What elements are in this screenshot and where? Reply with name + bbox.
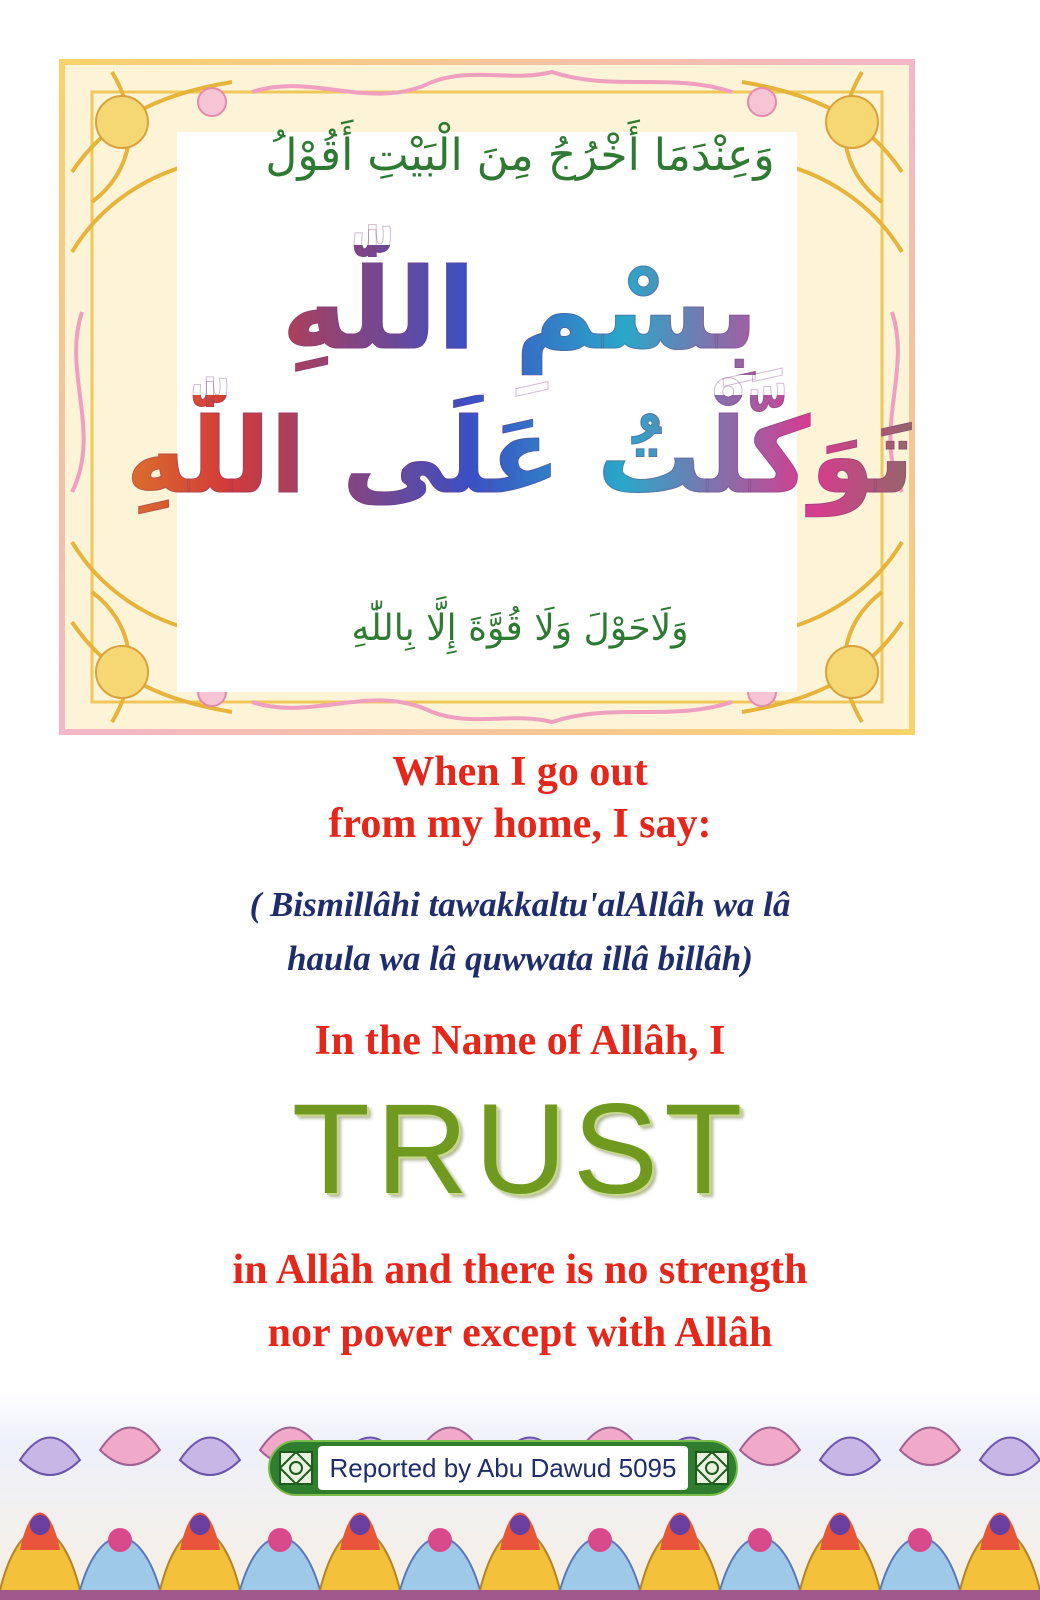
meaning-line-1: In the Name of Allâh, I [314, 1018, 726, 1064]
islamic-knot-icon [692, 1446, 732, 1490]
reference-text: Reported by Abu Dawud 5095 [318, 1446, 688, 1490]
meaning-line-2: in Allâh and there is no strength [232, 1247, 808, 1293]
arabic-tawakkaltu: تَوَكَّلْتُ عَلَى اللّٰهِ [0, 395, 1040, 517]
arabic-hawla-text: وَلَاحَوْلَ وَلَا قُوَّةَ إِلَّا بِاللّٰهِ [351, 608, 689, 649]
arabic-bismillah: بِسْمِ اللّٰهِ [0, 245, 1040, 375]
transliteration-line-2: haula wa lâ quwwata illâ billâh) [287, 939, 753, 978]
transliteration-line-1: ( Bismillâhi tawakkaltu'alAllâh wa lâ [249, 885, 791, 924]
heading-line-2: from my home, I say: [328, 801, 712, 847]
arabic-intro-text: وَعِنْدَمَا أَخْرُجُ مِنَ الْبَيْتِ أَقُوْلُ [265, 130, 775, 181]
islamic-knot-icon [276, 1446, 316, 1490]
meaning-line-3: nor power except with Allâh [267, 1310, 773, 1356]
heading-line-1: When I go out [392, 749, 648, 795]
trust-emphasis: TRUST [291, 1078, 749, 1221]
